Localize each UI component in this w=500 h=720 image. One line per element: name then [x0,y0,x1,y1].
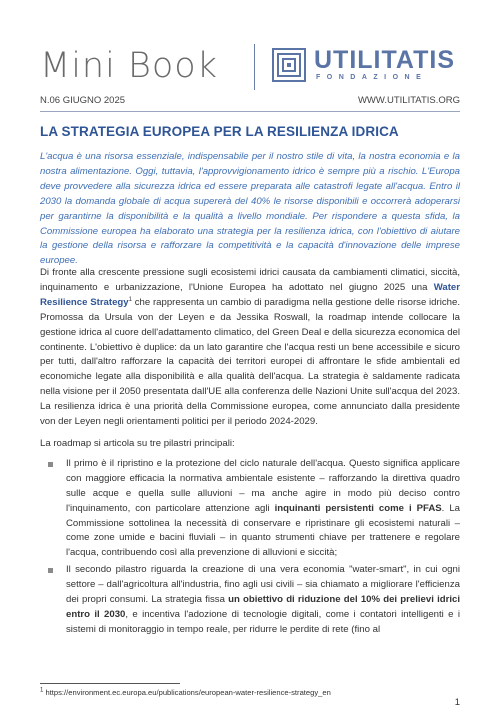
page-number: 1 [454,697,460,708]
footnote-marker: 1 [40,687,44,694]
body-paragraph [40,266,460,430]
utilitatis-logo [272,46,462,90]
footnote-link[interactable]: https://environment.ec.europa.eu/publications/european-water-resilience-strategy_en [45,688,331,697]
pillar-list [40,457,460,638]
article-title: LA STRATEGIA EUROPEA PER LA RESILIENZA IDRICA [40,124,399,139]
article-body [40,266,460,640]
issue-label: N.06 GIUGNO 2025 [40,95,126,106]
pillar-text: , e incentiva l'adozione di tecnologie digitali, come i contatori intelligenti e i sistemi di monitoraggio in tempo reale, per ridurre le perdite di rete (fino al [66,608,460,635]
roadmap-intro: La roadmap si articola su tre pilastri principali: [40,437,235,449]
logo-name: UTILITATIS [314,46,455,74]
pillar-item [40,563,460,638]
pillar-text: Il primo è il ripristino e la protezione del ciclo naturale dell'acqua. Questo significa applicare con maggiore efficacia la normativa ambientale esistente – rafforzando la direttiva quadro sulle acque e quella sulle alluvioni – ma anche agire in modo più deciso contro l'inquinamento, con particolare attenzione agli [66,457,460,514]
pillar-text: . La Commissione sottolinea la necessità di conservare e ripristinare gli ecosistemi naturali – come zone umide e bacini fluviali – in quanto strumenti chiave per trattenere e regolare l'acqua, contribuendo così alla prevenzione di alluvioni e siccità; [66,502,460,559]
pillar-highlight: un obiettivo di riduzione del 10% dei prelievi idrici entro il 2030 [66,594,460,620]
page-header [40,40,460,100]
logo-subtitle: FONDAZIONE [316,74,428,81]
issue-bar [40,95,460,109]
article-intro: L'acqua è una risorsa essenziale, indispensabile per il nostro stile di vita, la nostra economia e la nostra alimentazione. Oggi, tuttavia, l'approvvigionamento idrico è sempre più a rischio. L'Europa deve provvedere alla sicurezza idrica ed essere preparata alle catastrofi legate all'acqua. Entro il 2030 la domanda globale di acqua supererà del 40% le risorse disponibili e occorrerà adoperarsi per garantirne la disponibilità e la qualità a livello mondiale. Per rispondere a questa sfida, la Commissione europea ha elaborato una strategia per la resilienza idrica, con l'obiettivo di aiutare la gestione della risorsa e rafforzare la competitività e la capacità d'innovazione delle imprese europee. [40,151,460,267]
website-url: WWW.UTILITATIS.ORG [357,95,460,106]
series-title: Mini Book [40,46,218,86]
paragraph-text: che rappresenta un cambio di paradigma nella gestione delle risorse idriche. Promossa da Ursula von der Leyen e da Jessika Roswall, la roadmap intende collocare la gestione idrica al cuore dell'adattamento climatico, del Green Deal e della sicurezza economica del continente. L'obiettivo è duplice: da un lato garantire che l'acqua resti un bene accessibile e sicuro per tutti, dall'altro rafforzare la capacità dei territori europei di affrontare le sfide ambientali ed economiche legate alla disponibilità e alla qualità dell'acqua. La strategia è saldamente radicata nella visione per il 2050 presentata dall'UE alla conferenza delle Nazioni Unite sull'acqua del 2023. La resilienza idrica è una priorità della Commissione europea, come annunciato dalla presidente von der Leyen negli orientamenti politici per il periodo 2024-2029. [40,296,460,428]
pillar-item [40,457,460,561]
pillar-text: Il secondo pilastro riguarda la creazione di una vera economia "water-smart", in cui ogni settore – dall'agricoltura all'industria, fino agli usi civili – sia chiamato a migliorare l'efficienza dei propri consumi. La strategia fissa [66,564,460,606]
footnote-ref: 1 [128,296,132,303]
utilitatis-logo-icon [272,48,306,82]
pillar-highlight: inquinanti persistenti come i PFAS [274,502,442,514]
strategy-name: Water Resilience Strategy [40,281,460,308]
paragraph-text: Di fronte alla crescente pressione sugli ecosistemi idrici causata da cambiamenti climatici, siccità, inquinamento e urbanizzazione, l'Unione Europea ha adottato nel giugno 2025 una [40,267,460,293]
footnote-rule [40,683,180,684]
header-divider [254,44,255,90]
footnote [40,688,331,697]
header-rule [40,111,460,112]
